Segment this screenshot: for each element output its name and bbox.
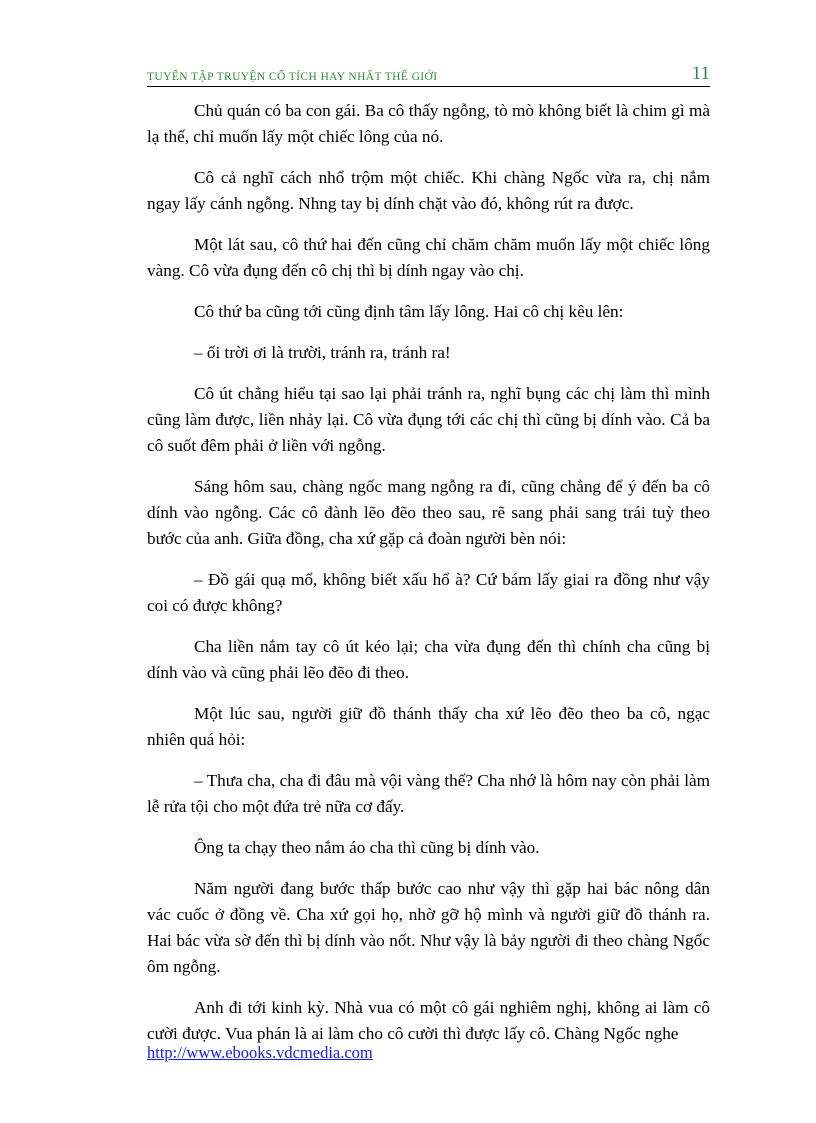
page-header (147, 62, 710, 87)
paragraph: Cô út chẳng hiểu tại sao lại phải tránh ra, nghĩ bụng các chị làm thì mình cũng làm được, liền nhảy lại. Cô vừa đụng tới các chị thì cũng bị dính vào. Cả ba cô suốt đêm phải ở liền với ngỗng. (147, 384, 710, 455)
paragraph: Cô cả nghĩ cách nhổ trộm một chiếc. Khi chàng Ngốc vừa ra, chị nắm ngay lấy cánh ngỗng. Nhng tay bị dính chặt vào đó, không rút ra được. (147, 168, 710, 213)
footer-website-link[interactable]: http://www.ebooks.vdcmedia.com (147, 1043, 373, 1062)
paragraph: Ông ta chạy theo nắm áo cha thì cũng bị dính vào. (194, 838, 540, 857)
paragraph: Chủ quán có ba con gái. Ba cô thấy ngỗng, tò mò không biết là chim gì mà lạ thế, chỉ muốn lấy một chiếc lông của nó. (147, 101, 710, 146)
dialogue-paragraph: – Đồ gái quạ mổ, không biết xấu hổ à? Cứ bám lấy giai ra đồng như vậy coi có được không? (147, 570, 710, 615)
paragraph: Cha liền nắm tay cô út kéo lại; cha vừa đụng đến thì chính cha cũng bị dính vào và cũng phải lẽo đẽo đi theo. (147, 637, 710, 682)
dialogue-paragraph: – Thưa cha, cha đi đâu mà vội vàng thế? Cha nhớ là hôm nay còn phải làm lễ rửa tội cho một đứa trẻ nữa cơ đấy. (147, 771, 710, 816)
paragraph: Năm người đang bước thấp bước cao như vậy thì gặp hai bác nông dân vác cuốc ở đồng về. Cha xứ gọi họ, nhờ gỡ hộ mình và người giữ đồ thánh ra. Hai bác vừa sờ đến thì bị dính vào nốt. Như vậy là bảy người đi theo chàng Ngốc ôm ngỗng. (147, 879, 710, 976)
story-text (147, 98, 710, 1062)
paragraph: Cô thứ ba cũng tới cũng định tâm lấy lông. Hai cô chị kêu lên: (194, 302, 624, 321)
page-number: 11 (691, 63, 710, 84)
book-title: TUYỂN TẬP TRUYỆN CỔ TÍCH HAY NHẤT THẾ GIỚI (147, 71, 438, 83)
dialogue-paragraph: – ối trời ơi là trười, tránh ra, tránh ra! (194, 343, 451, 362)
paragraph: Một lúc sau, người giữ đồ thánh thấy cha xứ lẽo đẽo theo ba cô, ngạc nhiên quá hỏi: (147, 704, 710, 749)
paragraph: Anh đi tới kinh kỳ. Nhà vua có một cô gái nghiêm nghị, không ai làm cô cười được. Vua phán là ai làm cho cô cười thì được lấy cô. Chàng Ngốc nghe (147, 998, 710, 1043)
paragraph: Sáng hôm sau, chàng ngốc mang ngỗng ra đi, cũng chẳng để ý đến ba cô dính vào ngỗng. Các cô đành lẽo đẽo theo sau, rẽ sang phải sang trái tuỳ theo bước của anh. Giữa đồng, cha xứ gặp cả đoàn người bèn nói: (147, 477, 710, 548)
paragraph: Một lát sau, cô thứ hai đến cũng chỉ chăm chăm muốn lấy một chiếc lông vàng. Cô vừa đụng đến cô chị thì bị dính ngay vào chị. (147, 235, 710, 280)
